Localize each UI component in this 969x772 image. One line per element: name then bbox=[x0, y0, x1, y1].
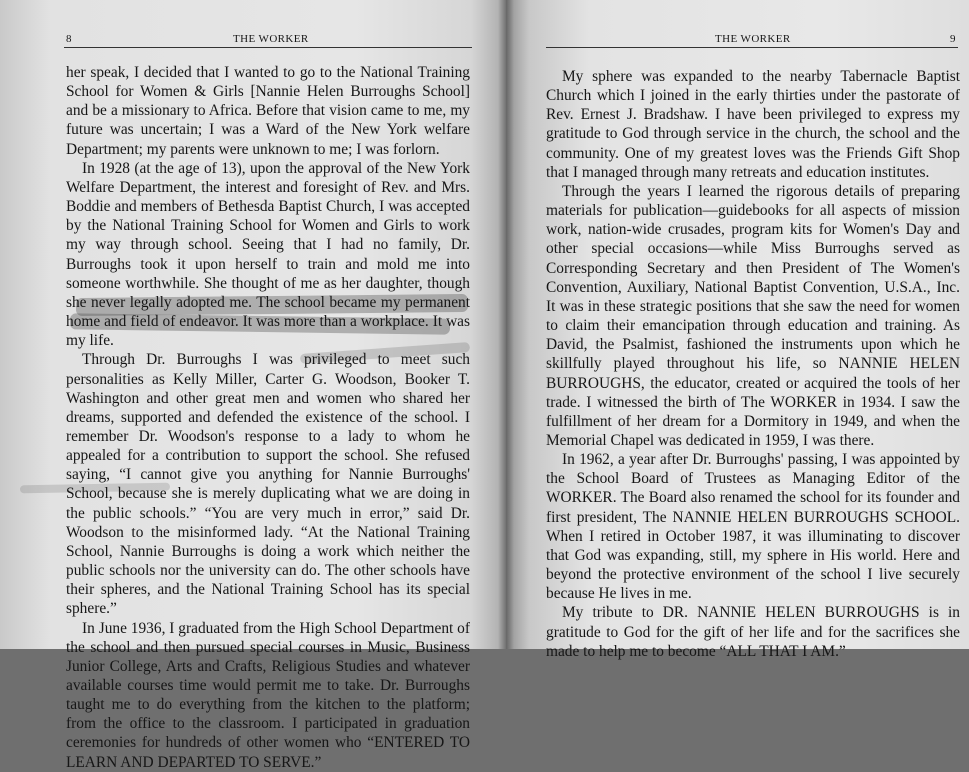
paragraph: her speak, I decided that I wanted to go to the National Training School for Women & Girls [Nannie Helen Burroughs School] and be a missionary to Africa. Before that vision came to me, my future was uncertain; I was a Ward of the New York welfare Department; my parents were unknown to me; I was forlorn. bbox=[66, 64, 470, 158]
right-page bbox=[506, 0, 969, 660]
paragraph: Through the years I learned the rigorous details of preparing materials for publication—guidebooks for all aspects of mission work, nation-wide crusades, program kits for Women's Day and other special occasions—while Miss Burroughs served as Corresponding Secretary and then President of The Women's Convention, Auxiliary, National Baptist Convention, U.S.A., Inc. It was in these strategic positions that she saw the need for women to claim their emancipation through education and training. As David, the Psalmist, fashioned the instruments upon which he skillfully played throughout his life, so NANNIE HELEN BURROUGHS, the educator, created or acquired the tools of her trade. I witnessed the birth of The WORKER in 1934. I saw the fulfillment of her dream for a Dormitory in 1949, and when the Memorial Chapel was dedicated in 1959, I was there. bbox=[546, 182, 960, 449]
right-running-head: THE WORKER bbox=[715, 33, 791, 45]
paragraph: My sphere was expanded to the nearby Tabernacle Baptist Church which I joined in the early thirties under the pastorate of Rev. Ernest J. Bradshaw. I have been privileged to express my gratitude to God through service in the church, the school and the community. One of my greatest loves was the Friends Gift Shop that I managed through many retreats and education institutes. bbox=[546, 68, 960, 181]
paragraph: Through Dr. Burroughs I was privileged to meet such personalities as Kelly Miller, Carter G. Woodson, Booker T. Washington and other great men and women who shared her dreams, supported and defended the existence of the school. I remember Dr. Woodson's response to a lady to whom he appealed for a contribution to support the school. She refused saying, “I cannot give you anything for Nannie Burroughs' School, because she is merely duplicating what we are doing in the public schools.” “You are very much in error,” said Dr. Woodson to the misinformed lady. “At the National Training School, Nannie Burroughs is doing a work which neither the public schools nor the university can do. The other schools have their spheres, and the National Training School has its special sphere.” bbox=[66, 351, 470, 618]
left-text-column bbox=[66, 63, 470, 772]
paragraph: In 1962, a year after Dr. Burroughs' passing, I was appointed by the School Board of Trustees as Managing Editor of the WORKER. The Board also renamed the school for its founder and first president, The NANNIE HELEN BURROUGHS SCHOOL. When I retired in October 1987, it was illuminating to discover that God was expanding, still, my sphere in His world. Here and beyond the protective environment of the school I live securely because He lives in me. bbox=[546, 451, 960, 603]
paragraph: In 1928 (at the age of 13), upon the approval of the New York Welfare Department, the interest and foresight of Rev. and Mrs. Boddie and members of Bethesda Baptist Church, I was accepted by the National Training School for Women and Girls to work my way through school. Seeing that I had no family, Dr. Burroughs took it upon herself to train and mold me into someone worthwhile. She thought of me as her daughter, though she never legally adopted me. The school became my permanent home and field of endeavor. It was more than a workplace. It was my life. bbox=[66, 159, 470, 350]
right-page-number: 9 bbox=[950, 33, 956, 45]
left-header-rule bbox=[64, 47, 472, 48]
paragraph: My tribute to DR. NANNIE HELEN BURROUGHS is in gratitude to God for the gift of her life and for the sacrifices she made to help me to become “ALL THAT I AM.” bbox=[546, 604, 960, 660]
right-header-rule bbox=[546, 47, 958, 48]
right-text-column bbox=[546, 67, 960, 661]
left-page-number: 8 bbox=[66, 33, 72, 45]
left-running-head: THE WORKER bbox=[233, 33, 309, 45]
book-gutter bbox=[498, 0, 514, 649]
paragraph: In June 1936, I graduated from the High School Department of the school and then pursued special courses in Music, Business Junior College, Arts and Crafts, Religious Studies and whatever available courses time would permit me to take. Dr. Burroughs taught me to do everything from the kitchen to the platform; from the office to the classroom. I participated in graduation ceremonies for hundreds of other women who “ENTERED TO LEARN AND DEPARTED TO SERVE.” bbox=[66, 619, 470, 771]
